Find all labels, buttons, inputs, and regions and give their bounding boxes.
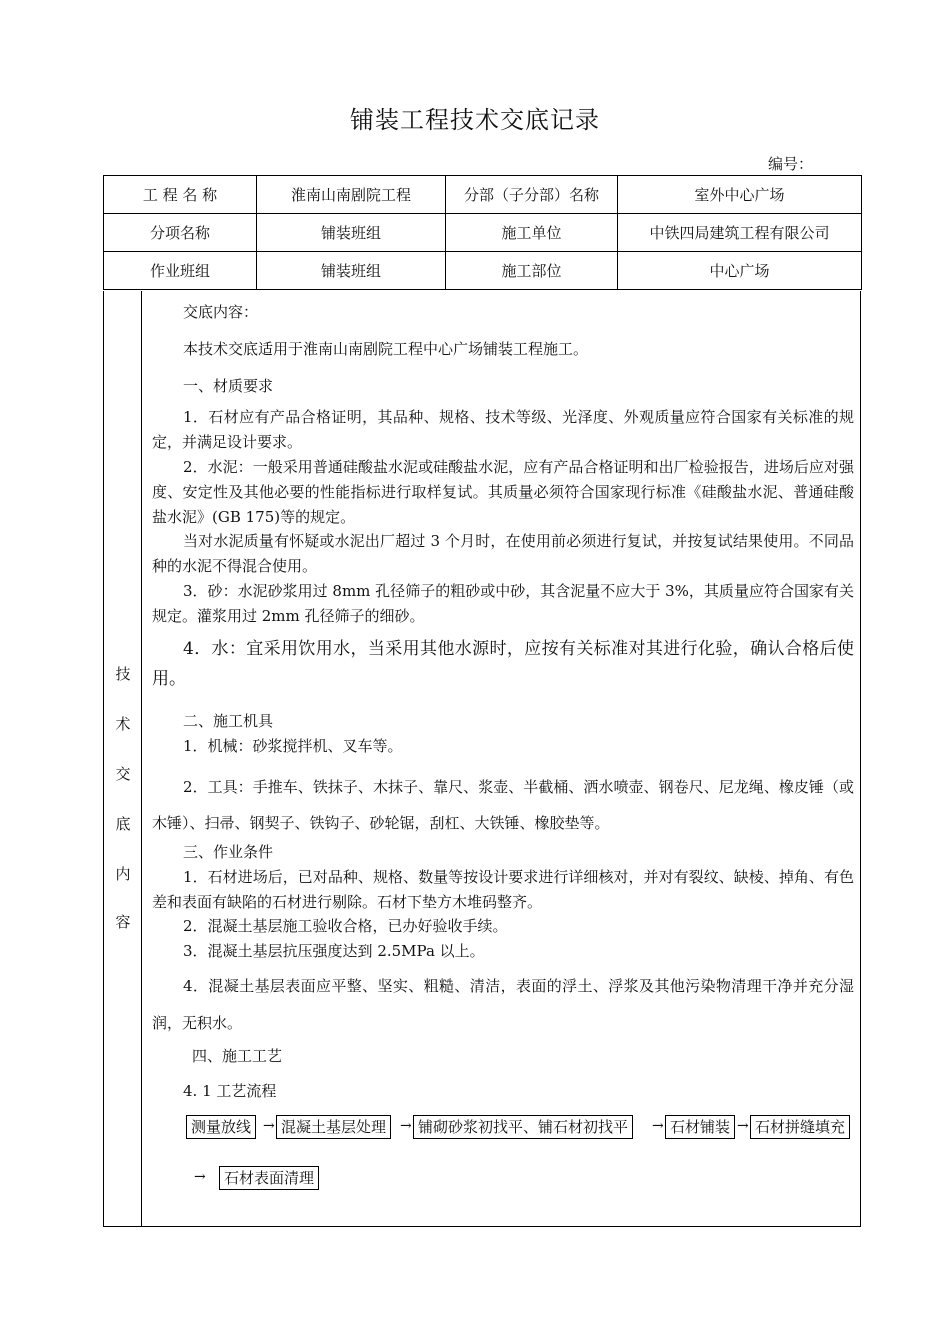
paragraph: 3．砂：水泥砂浆用过 8mm 孔径筛子的粗砂或中砂，其含泥量不应大于 3%，其质量应符合国家有关规定。灌浆用过 2mm 孔径筛子的细砂。 xyxy=(152,582,854,625)
paragraph: 3．混凝土基层抗压强度达到 2.5MPa 以上。 xyxy=(183,942,485,960)
section-heading: 三、作业条件 xyxy=(183,843,274,861)
section-heading: 一、材质要求 xyxy=(183,377,274,395)
side-label-char: 交 xyxy=(115,765,131,783)
doc-number-label: 编号： xyxy=(768,155,814,173)
side-label-char: 容 xyxy=(115,913,131,931)
side-label-char: 技 xyxy=(115,665,131,683)
section-heading: 二、施工机具 xyxy=(183,712,274,730)
item-value: 铺装班组 xyxy=(257,214,446,252)
arrow-icon: → xyxy=(263,1118,275,1134)
page-title: 铺装工程技术交底记录 xyxy=(350,106,600,134)
project-name-value: 淮南山南剧院工程 xyxy=(257,176,446,214)
paragraph: 1．机械：砂浆搅拌机、叉车等。 xyxy=(183,737,403,755)
flow-title: 4. 1 工艺流程 xyxy=(183,1082,277,1100)
item-label: 分项名称 xyxy=(104,214,257,252)
table-row xyxy=(104,176,862,214)
paragraph: 1．石材应有产品合格证明，其品种、规格、技术等级、光泽度、外观质量应符合国家有关标准的规定，并满足设计要求。 xyxy=(152,408,854,451)
side-label-char: 底 xyxy=(115,815,131,833)
table-row xyxy=(104,252,862,290)
paragraph: 2．混凝土基层施工验收合格，已办好验收手续。 xyxy=(183,917,508,935)
arrow-icon: → xyxy=(652,1118,664,1134)
paragraph: 4．混凝土基层表面应平整、坚实、粗糙、清洁，表面的浮土、浮浆及其他污染物清理干净并充分湿润，无积水。 xyxy=(152,977,854,1032)
paragraph: 1．石材进场后，已对品种、规格、数量等按设计要求进行详细核对，并对有裂纹、缺棱、掉角、有色差和表面有缺陷的石材进行剔除。石材下垫方木堆码整齐。 xyxy=(152,868,854,911)
table-row xyxy=(104,214,862,252)
paragraph: 4．水：宜采用饮用水，当采用其他水源时，应按有关标准对其进行化验，确认合格后使用。 xyxy=(152,639,854,689)
flow-step: 测量放线 xyxy=(186,1115,256,1139)
paragraph: 2．水泥：一般采用普通硅酸盐水泥或硅酸盐水泥，应有产品合格证明和出厂检验报告，进场后应对强度、安定性及其他必要的性能指标进行取样复试。其质量必须符合国家现行标准《硅酸盐水泥、普通硅酸盐水泥》(GB 175)等的规定。 xyxy=(152,458,854,526)
location-label: 施工部位 xyxy=(446,252,618,290)
info-table xyxy=(103,175,862,290)
arrow-icon: → xyxy=(400,1118,412,1134)
team-label: 作业班组 xyxy=(104,252,257,290)
side-label-char: 内 xyxy=(115,865,131,883)
intro-label: 交底内容： xyxy=(183,303,259,321)
contractor-label: 施工单位 xyxy=(446,214,618,252)
division-value: 室外中心广场 xyxy=(618,176,862,214)
arrow-icon: → xyxy=(194,1169,206,1185)
section-heading: 四、施工工艺 xyxy=(192,1047,283,1065)
arrow-icon: → xyxy=(737,1118,749,1134)
flow-step: 石材拼缝填充 xyxy=(750,1115,850,1139)
paragraph: 2．工具：手推车、铁抹子、木抹子、靠尺、浆壶、半截桶、洒水喷壶、钢卷尺、尼龙绳、橡皮锤（或木锤）、扫帚、钢契子、铁钩子、砂轮锯，刮杠、大铁锤、橡胶垫等。 xyxy=(152,778,854,832)
flow-step: 石材表面清理 xyxy=(219,1166,319,1190)
flow-step: 混凝土基层处理 xyxy=(276,1115,391,1139)
scope-text: 本技术交底适用于淮南山南剧院工程中心广场铺装工程施工。 xyxy=(183,340,589,358)
disclosure-content-box xyxy=(103,291,861,1227)
team-value: 铺装班组 xyxy=(257,252,446,290)
location-value: 中心广场 xyxy=(618,252,862,290)
paragraph: 当对水泥质量有怀疑或水泥出厂超过 3 个月时，在使用前必须进行复试，并按复试结果使用。不同品种的水泥不得混合使用。 xyxy=(152,532,854,575)
side-label-column xyxy=(104,291,142,1226)
project-name-label: 工 程 名 称 xyxy=(104,176,257,214)
side-label-char: 术 xyxy=(115,715,131,733)
flow-step: 铺砌砂浆初找平、铺石材初找平 xyxy=(413,1115,633,1139)
division-label: 分部（子分部）名称 xyxy=(446,176,618,214)
flow-step: 石材铺装 xyxy=(665,1115,735,1139)
contractor-value: 中铁四局建筑工程有限公司 xyxy=(618,214,862,252)
